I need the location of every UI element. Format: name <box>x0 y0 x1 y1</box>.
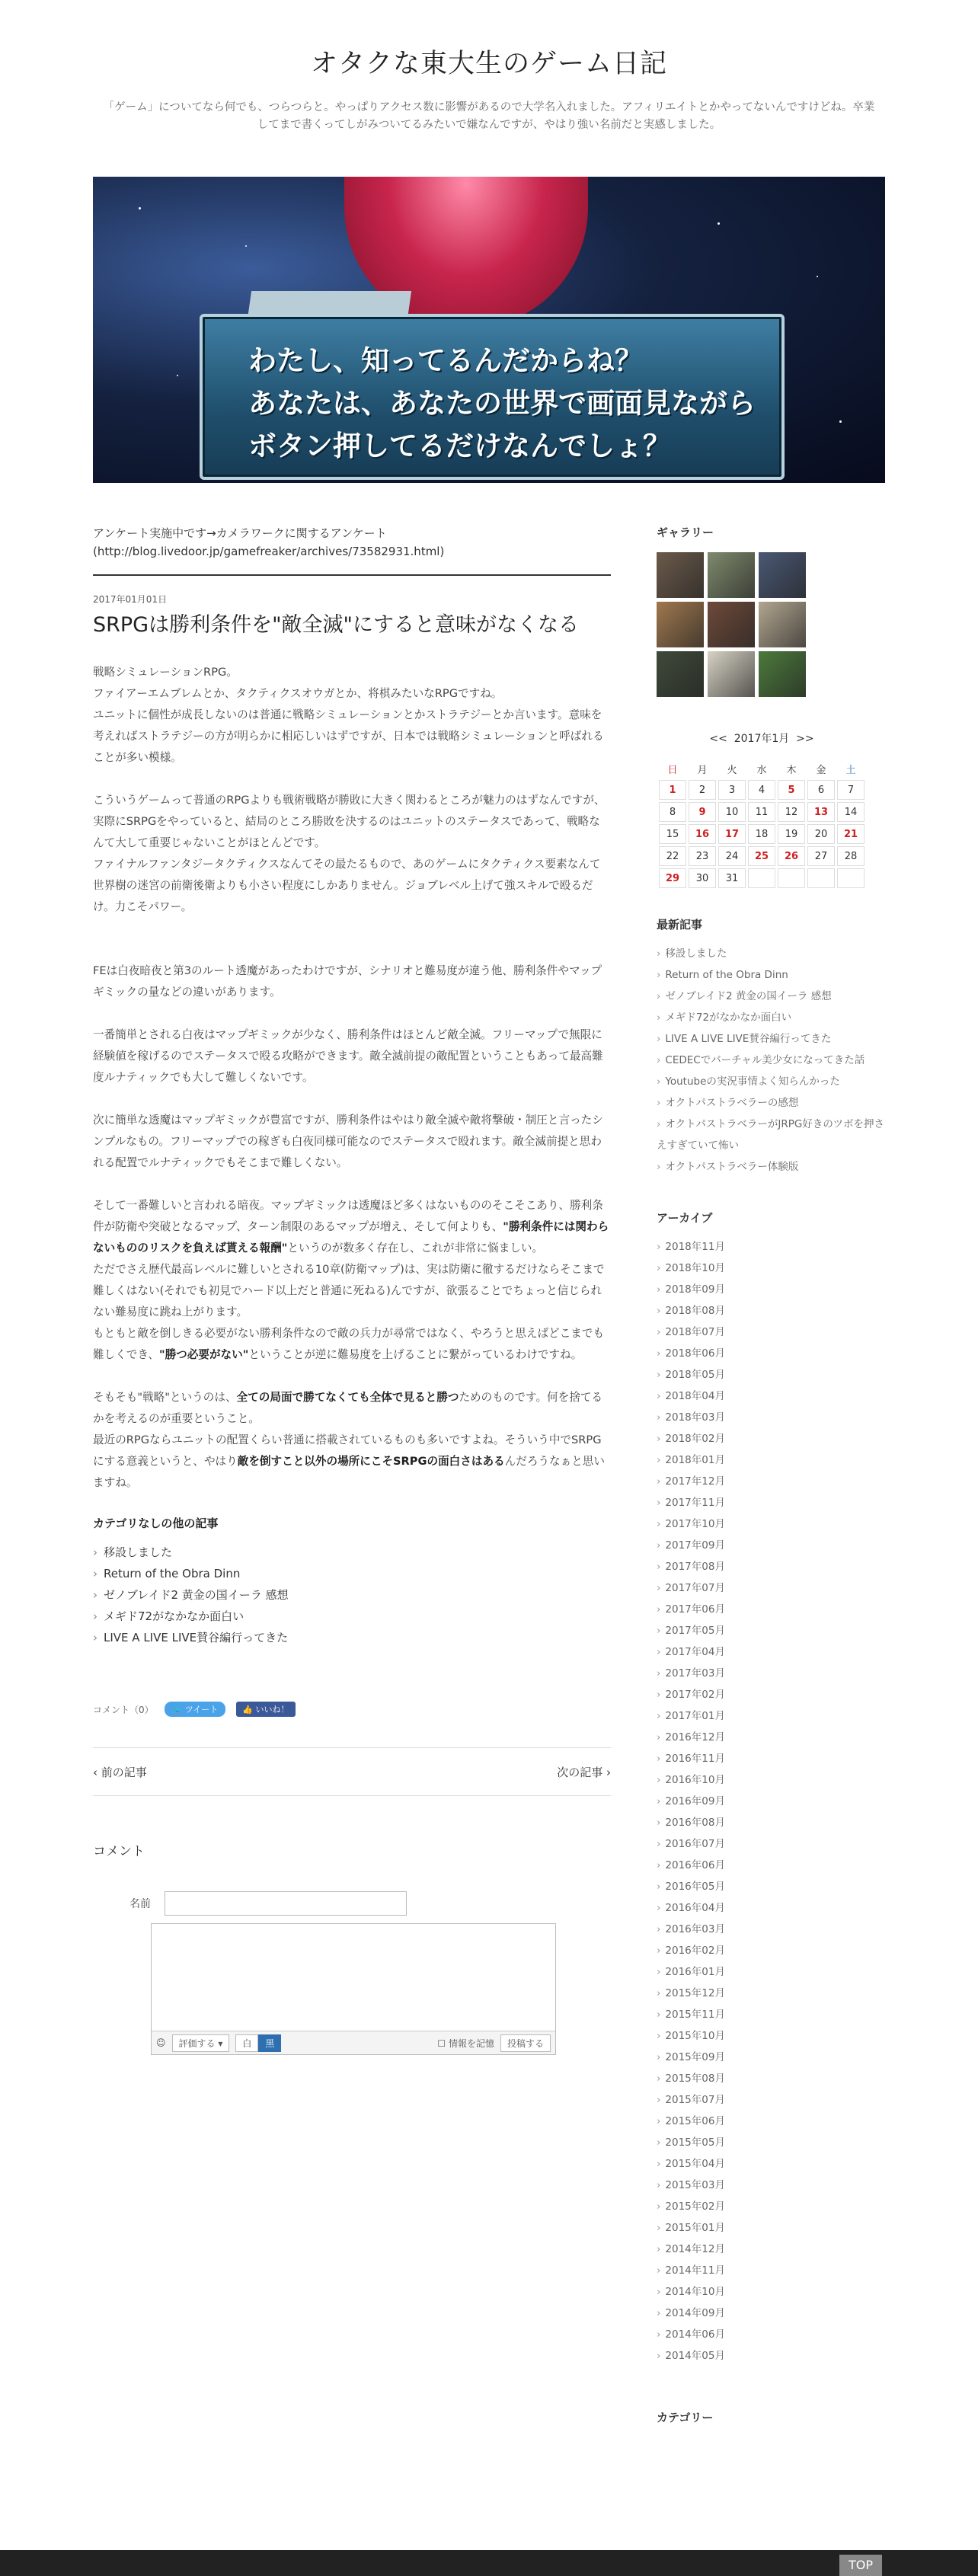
chevron-left-icon: ‹ <box>93 1765 101 1779</box>
archive-link[interactable]: › 2017年05月 <box>657 1620 885 1641</box>
rate-label: 評価する <box>178 2037 216 2049</box>
recent-post-link[interactable]: › オクトパストラベラーがJRPG好きのツボを押さえすぎていて怖い <box>657 1114 885 1156</box>
calendar-day: 27 <box>807 846 835 866</box>
twitter-bird-icon: 🐦 <box>171 1705 183 1715</box>
archive-link[interactable]: › 2018年02月 <box>657 1428 885 1449</box>
archive-link[interactable]: › 2014年05月 <box>657 2345 885 2367</box>
archive-link[interactable]: › 2015年10月 <box>657 2025 885 2047</box>
post-emphasis: "勝つ必要がない" <box>158 1348 249 1361</box>
calendar-day[interactable]: 9 <box>689 802 716 822</box>
prev-article-link[interactable] <box>93 1764 147 1780</box>
gallery-thumbnail[interactable] <box>708 602 755 647</box>
post-paragraph: 戦略シミュレーションRPG。 ファイアーエムブレムとか、タクティクスオウガとか、将棋みたいなRPGですね。 ユニットに個性が成長しないのは普通に戦略シミュレーションとかストラテジーとか言います。意味を考えればストラテジーの方が明らかに相応しいはずですが、日本では戦略シミュレーションと呼ばれることが多い模様。 <box>93 666 604 764</box>
archive-link[interactable]: › 2015年05月 <box>657 2132 885 2153</box>
gallery-thumbnail[interactable] <box>708 552 755 598</box>
post-pager <box>93 1747 611 1796</box>
archive-link[interactable]: › 2016年01月 <box>657 1961 885 1983</box>
calendar-day[interactable]: 17 <box>718 824 746 844</box>
calendar-day: 19 <box>778 824 805 844</box>
post-paragraph: 一番簡単とされる白夜はマップギミックが少なく、勝利条件はほとんど敵全滅。フリーマップで無限に経験値を稼げるのでステータスで殴る攻略ができます。敵全滅前提の敵配置ということもあって最高難度ルナティックでも大して難しくないです。 <box>93 1028 603 1084</box>
calendar-day <box>778 868 805 888</box>
archive-link[interactable]: › 2015年03月 <box>657 2175 885 2196</box>
header-banner-image <box>93 177 885 483</box>
gallery-thumbnail[interactable] <box>657 552 704 598</box>
calendar-day: 28 <box>837 846 865 866</box>
calendar-prev-link[interactable]: << <box>709 733 727 745</box>
post-text: んだろうなぁと思いますね。 <box>93 1455 605 1489</box>
calendar-day: 11 <box>748 802 775 822</box>
gallery-heading: ギャラリー <box>657 526 714 539</box>
name-input[interactable] <box>165 1891 407 1916</box>
post-emphasis: "勝利条件には関わらないもののリスクを負えば貰える報酬" <box>93 1220 609 1254</box>
post-text: そして一番難しいと言われる暗夜。マップギミックは透魔ほど多くはないもののそこそこあり、勝利条件が防衛や突破となるマップ、ターン制限のあるマップが増え、そして何よりも、 <box>93 1199 603 1233</box>
recent-post-link[interactable]: › Return of the Obra Dinn <box>657 964 885 986</box>
archive-link[interactable]: › 2016年06月 <box>657 1855 885 1876</box>
gallery-grid <box>657 552 885 697</box>
calendar-weekday: 月 <box>697 765 708 776</box>
calendar-day[interactable]: 16 <box>689 824 716 844</box>
calendar-day[interactable]: 13 <box>807 802 835 822</box>
name-label: 名前 <box>129 1898 151 1910</box>
calendar-day: 15 <box>659 824 686 844</box>
archive-link[interactable]: › 2017年03月 <box>657 1663 885 1684</box>
calendar-next-link[interactable]: >> <box>796 733 814 745</box>
post-text: というのが数多く存在し、これが非常に悩ましい。 ただでさえ歴代最高レベルに難しいとされる10章(防衛マップ)は、実は防衛に徹するだけならそこまで難しくはない(それでも初見でハード以上だと普通に死ねる)んですが、欲張ることでちょっと信じられない難易度に跳ね上がります。 もともと敵を倒しきる必要がない勝利条件なので敵の兵力が尋常ではなく、やろうと思えばどこまでも難しくでき、 <box>93 1242 605 1361</box>
other-articles-list <box>93 1542 611 1648</box>
archive-link[interactable]: › 2015年07月 <box>657 2089 885 2111</box>
gallery-thumbnail[interactable] <box>759 602 806 647</box>
prev-label: 前の記事 <box>101 1765 147 1779</box>
sidebar <box>657 524 885 2425</box>
gallery-thumbnail[interactable] <box>759 651 806 697</box>
archive-link[interactable]: › 2014年10月 <box>657 2281 885 2303</box>
comment-toolbar <box>152 2031 555 2054</box>
rate-button[interactable]: 評価する ▾ <box>172 2034 230 2052</box>
post-meta-row <box>93 1702 611 1717</box>
calendar-day: 20 <box>807 824 835 844</box>
archive-list <box>657 1236 885 2367</box>
recent-post-link[interactable]: › CEDECでバーチャル美少女になってきた話 <box>657 1050 885 1071</box>
comment-box <box>151 1923 556 2055</box>
dialog-line-1: わたし、知ってるんだからね？ <box>248 344 643 377</box>
comment-textarea[interactable] <box>152 1924 555 2031</box>
post-title[interactable]: SRPGは勝利条件を"敵全滅"にすると意味がなくなる <box>93 613 579 637</box>
archive-link[interactable]: › 2015年12月 <box>657 1983 885 2004</box>
submit-button[interactable]: 投稿する <box>500 2034 551 2052</box>
archive-link[interactable]: › 2018年10月 <box>657 1258 885 1279</box>
recent-post-link[interactable]: › 移設しました <box>657 943 885 964</box>
archive-link[interactable]: › 2018年06月 <box>657 1343 885 1364</box>
archive-link[interactable]: › 2017年02月 <box>657 1684 885 1705</box>
chevron-right-icon: › <box>602 1765 611 1779</box>
next-article-link[interactable] <box>557 1764 611 1780</box>
survey-notice-text[interactable]: アンケート実施中です→カメラワークに関するアンケート <box>93 526 387 540</box>
calendar-day: 6 <box>807 780 835 800</box>
calendar-day: 3 <box>718 780 746 800</box>
other-article-link[interactable]: › ゼノブレイド2 黄金の国イーラ 感想 <box>93 1584 611 1606</box>
post-paragraph: FEは白夜暗夜と第3のルート透魔があったわけですが、シナリオと難易度が違う他、勝利条件やマップギミックの量などの違いがあります。 <box>93 964 602 999</box>
categories <box>657 2409 885 2425</box>
archive-link[interactable]: › 2014年11月 <box>657 2260 885 2281</box>
calendar-day: 30 <box>689 868 716 888</box>
archive-link[interactable]: › 2016年08月 <box>657 1812 885 1833</box>
archive-link[interactable]: › 2014年12月 <box>657 2239 885 2260</box>
calendar-weekday: 火 <box>727 765 737 776</box>
dialog-panel <box>200 314 785 480</box>
archive-heading: アーカイブ <box>657 1211 713 1225</box>
other-article-link[interactable]: › メギド72がなかなか面白い <box>93 1606 611 1627</box>
recent-post-link[interactable]: › メギド72がなかなか面白い <box>657 1007 885 1028</box>
calendar-month-label[interactable]: 2017年1月 <box>734 733 790 745</box>
calendar-day[interactable]: 21 <box>837 824 865 844</box>
post-date: 2017年01月01日 <box>93 594 168 605</box>
other-article-link[interactable]: › LIVE A LIVE LIVE賛谷編行ってきた <box>93 1627 611 1648</box>
archive-link[interactable]: › 2017年04月 <box>657 1641 885 1663</box>
archive-link[interactable]: › 2016年09月 <box>657 1791 885 1812</box>
archive-link[interactable]: › 2015年01月 <box>657 2217 885 2239</box>
archive-link[interactable]: › 2016年03月 <box>657 1919 885 1940</box>
calendar-weekday: 木 <box>786 765 797 776</box>
archive-link[interactable]: › 2018年09月 <box>657 1279 885 1300</box>
recent-post-link[interactable]: › オクトパストラベラー体験版 <box>657 1156 885 1178</box>
calendar-weekday: 土 <box>845 765 856 776</box>
archive-link[interactable]: › 2017年11月 <box>657 1492 885 1513</box>
calendar-day[interactable]: 1 <box>659 780 686 800</box>
calendar-grid <box>657 758 867 890</box>
back-to-top-button[interactable]: TOP <box>839 2555 882 2576</box>
calendar-weekday: 金 <box>816 765 826 776</box>
other-article-link[interactable]: › 移設しました <box>93 1542 611 1563</box>
post-emphasis: 全ての局面で勝てなくても全体で見ると勝つ <box>236 1391 459 1404</box>
recent-post-link[interactable]: › ゼノブレイド2 黄金の国イーラ 感想 <box>657 986 885 1007</box>
calendar-day: 4 <box>748 780 775 800</box>
calendar-day[interactable]: 29 <box>659 868 686 888</box>
other-articles-heading: カテゴリなしの他の記事 <box>93 1517 219 1530</box>
gallery-thumbnail[interactable] <box>657 651 704 697</box>
dialog-line-3: ボタン押してるだけなんでしょ？ <box>248 430 671 462</box>
recent-posts-heading: 最新記事 <box>657 918 703 932</box>
archive-link[interactable]: › 2015年02月 <box>657 2196 885 2217</box>
archive-link[interactable]: › 2016年07月 <box>657 1833 885 1855</box>
post-paragraph <box>93 1387 611 1494</box>
calendar-weekday: 日 <box>667 765 678 776</box>
archive-link[interactable]: › 2018年05月 <box>657 1364 885 1385</box>
comment-heading: コメント <box>93 1844 145 1859</box>
thumbs-up-icon: 👍 <box>242 1705 253 1715</box>
post-text: そもそも"戦略"というのは、 <box>93 1391 237 1404</box>
category-heading: カテゴリー <box>657 2411 714 2424</box>
post-paragraph: こういうゲームって普通のRPGよりも戦術戦略が勝敗に大きく関わるところが魅力のはずなんですが、実際にSRPGをやっていると、結局のところ勝敗を決するのはユニットのステータスであって、戦略なんて大して重要じゃないことがほとんどです。 ファイナルファンタジータクティクスなんてその最たるもので、あのゲームにタクティクス要素なんて世界樹の迷宮の前衛後衛よりも小さい程度にしかありません。ジョブレベル上げて強スキルで殴るだけ。力こそパワー。 <box>93 794 606 913</box>
survey-notice-url[interactable]: (http://blog.livedoor.jp/gamefreaker/archives/73582931.html) <box>93 545 445 558</box>
calendar-day: 14 <box>837 802 865 822</box>
calendar-day <box>837 868 865 888</box>
main-column <box>93 524 611 2055</box>
archive-link[interactable]: › 2016年04月 <box>657 1897 885 1919</box>
dialog-line-2: あなたは、あなたの世界で画面見ながら <box>248 387 756 420</box>
calendar-day: 24 <box>718 846 746 866</box>
facebook-like-button[interactable] <box>236 1702 295 1717</box>
archive-link[interactable]: › 2015年04月 <box>657 2153 885 2175</box>
smiley-icon[interactable]: ☺ <box>156 2037 166 2048</box>
footer <box>0 2550 978 2576</box>
calendar-nav <box>657 730 867 746</box>
remember-checkbox[interactable]: ☐ 情報を記憶 <box>437 2037 494 2049</box>
archive-link[interactable]: › 2018年08月 <box>657 1300 885 1322</box>
archive-link[interactable]: › 2014年09月 <box>657 2303 885 2324</box>
archive-link[interactable]: › 2016年02月 <box>657 1940 885 1961</box>
archive-link[interactable]: › 2017年09月 <box>657 1535 885 1556</box>
blog-description: 「ゲーム」についてなら何でも、つらつらと。やっぱりアクセス数に影響があるので大学名入れました。アフィリエイトとかやってないんですけどね。卒業してまで書くってしがみついてるみたいで嫌なんですが、やはり強い名前だと実感しました。 <box>103 101 875 131</box>
archive-link[interactable]: › 2015年11月 <box>657 2004 885 2025</box>
post-text: ためのものです。何を捨てるかを考えるのが重要ということ。 最近のRPGならユニットの配置くらい普通に搭載されているものも多いですよね。そういう中でSRPGにする意義というと、やはり <box>93 1391 603 1468</box>
calendar-weekday: 水 <box>756 765 767 776</box>
archive-link[interactable]: › 2018年01月 <box>657 1449 885 1471</box>
archive-link[interactable]: › 2016年12月 <box>657 1727 885 1748</box>
next-label: 次の記事 <box>557 1765 603 1779</box>
recent-posts <box>657 916 885 1178</box>
calendar-day: 10 <box>718 802 746 822</box>
calendar-day: 8 <box>659 802 686 822</box>
post-paragraph <box>93 1195 611 1366</box>
gallery-thumbnail[interactable] <box>759 552 806 598</box>
calendar-day[interactable]: 5 <box>778 780 805 800</box>
like-label: いいね！ <box>255 1705 289 1715</box>
archive-link[interactable]: › 2018年07月 <box>657 1322 885 1343</box>
archive-link[interactable]: › 2016年05月 <box>657 1876 885 1897</box>
post-body <box>93 662 611 1494</box>
archive-link[interactable]: › 2017年06月 <box>657 1599 885 1620</box>
remember-label: 情報を記憶 <box>448 2037 494 2049</box>
blog-title[interactable]: オタクな東大生のゲーム日記 <box>310 49 667 79</box>
archive-link[interactable]: › 2016年10月 <box>657 1769 885 1791</box>
archive-link[interactable]: › 2018年03月 <box>657 1407 885 1428</box>
calendar-day[interactable]: 25 <box>748 846 775 866</box>
recent-post-link[interactable]: › オクトパストラベラーの感想 <box>657 1092 885 1114</box>
tweet-button[interactable] <box>165 1702 226 1717</box>
tweet-label: ツイート <box>184 1705 219 1715</box>
color-black-button[interactable]: 黒 <box>258 2034 281 2052</box>
post-text: ということが逆に難易度を上げることに繋がっているわけですね。 <box>248 1348 583 1361</box>
calendar-day: 12 <box>778 802 805 822</box>
calendar-day: 7 <box>837 780 865 800</box>
archives <box>657 1210 885 2367</box>
calendar <box>657 730 867 890</box>
recent-post-link[interactable]: › LIVE A LIVE LIVE賛谷編行ってきた <box>657 1028 885 1050</box>
survey-notice[interactable] <box>93 524 611 576</box>
calendar-day: 23 <box>689 846 716 866</box>
calendar-day <box>748 868 775 888</box>
post-paragraph: 次に簡単な透魔はマップギミックが豊富ですが、勝利条件はやはり敵全滅や敵将撃破・制圧と言ったシンプルなもの。フリーマップでの稼ぎも白夜同様可能なのでステータスで殴れます。敵全滅前提と思われる配置でルナティックでもそこまで難しくない。 <box>93 1114 603 1169</box>
other-article-link[interactable]: › Return of the Obra Dinn <box>93 1563 611 1584</box>
archive-link[interactable]: › 2017年12月 <box>657 1471 885 1492</box>
archive-link[interactable]: › 2016年11月 <box>657 1748 885 1769</box>
archive-link[interactable]: › 2015年08月 <box>657 2068 885 2089</box>
color-white-button[interactable]: 白 <box>235 2034 258 2052</box>
name-row <box>93 1891 611 1916</box>
archive-link[interactable]: › 2017年10月 <box>657 1513 885 1535</box>
archive-link[interactable]: › 2014年06月 <box>657 2324 885 2345</box>
archive-link[interactable]: › 2017年07月 <box>657 1577 885 1599</box>
calendar-day: 31 <box>718 868 746 888</box>
recent-post-link[interactable]: › Youtubeの実況事情よく知らんかった <box>657 1071 885 1092</box>
archive-link[interactable]: › 2018年04月 <box>657 1385 885 1407</box>
archive-link[interactable]: › 2015年09月 <box>657 2047 885 2068</box>
gallery-thumbnail[interactable] <box>708 651 755 697</box>
calendar-day <box>807 868 835 888</box>
gallery-thumbnail[interactable] <box>657 602 704 647</box>
archive-link[interactable]: › 2017年08月 <box>657 1556 885 1577</box>
archive-link[interactable]: › 2015年06月 <box>657 2111 885 2132</box>
post-emphasis: 敵を倒すこと以外の場所にこそSRPGの面白さはある <box>237 1455 505 1468</box>
calendar-day[interactable]: 26 <box>778 846 805 866</box>
calendar-day: 22 <box>659 846 686 866</box>
archive-link[interactable]: › 2018年11月 <box>657 1236 885 1258</box>
calendar-day: 18 <box>748 824 775 844</box>
recent-posts-list <box>657 943 885 1178</box>
archive-link[interactable]: › 2017年01月 <box>657 1705 885 1727</box>
comment-count-link[interactable]: コメント（0） <box>93 1704 154 1715</box>
calendar-day: 2 <box>689 780 716 800</box>
